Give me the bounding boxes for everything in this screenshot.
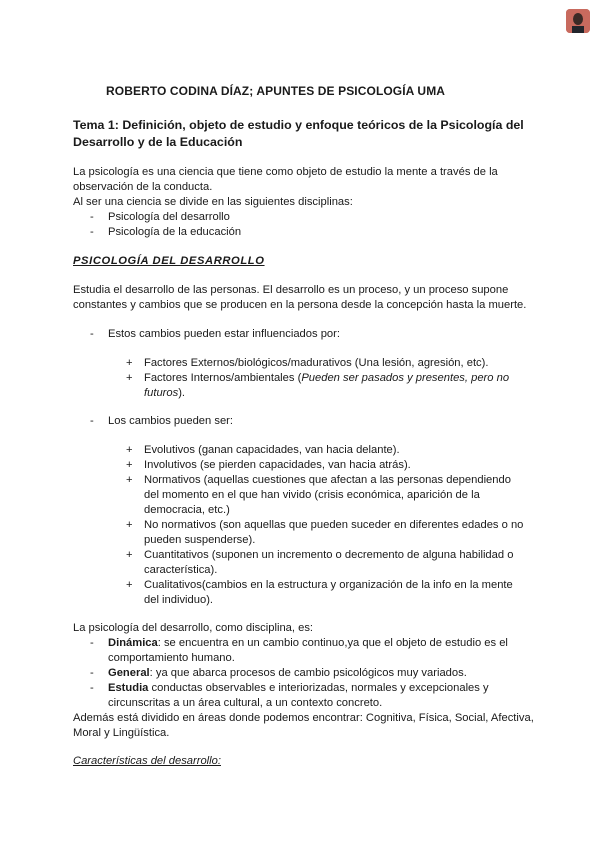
section-heading: PSICOLOGÍA DEL DESARROLLO [73,255,265,267]
topic-title: Tema 1: Definición, objeto de estudio y enfoque teóricos de la Psicología del Desarrollo y de la Educación [73,118,524,149]
list-item: - Estos cambios pueden estar influenciados por: [90,328,340,340]
list-item: + Factores Externos/biológicos/madurativos (Una lesión, agresión, etc). [126,357,489,369]
list-item: - Psicología de la educación [90,226,242,238]
list-item: - Psicología del desarrollo [90,211,230,223]
list-item: - General: ya que abarca procesos de cambio psicológicos muy variados. [90,667,467,679]
list-item: + Evolutivos (ganan capacidades, van hacia delante). [126,444,400,456]
list-item: + No normativos (son aquellas que pueden suceder en diferentes edades o no pueden suspenderse). [126,519,524,546]
subsection-heading: Características del desarrollo: [73,755,221,767]
avatar[interactable] [566,9,590,33]
list-item: + Cualitativos(cambios en la estructura y organización de la info en la mente del individuo). [126,579,513,606]
discipline-intro: La psicología del desarrollo, como disciplina, es: [73,622,314,634]
list-item: + Factores Internos/ambientales (Pueden ser pasados y presentes, pero no futuros). [126,372,510,399]
development-paragraph: Estudia el desarrollo de las personas. El desarrollo es un proceso, y un proceso supone constantes y cambios que se producen en la persona desde la concepción hasta la muerte. [73,284,527,311]
list-item: + Cuantitativos (suponen un incremento o decremento de alguna habilidad o característica). [126,549,514,576]
list-item: + Normativos (aquellas cuestiones que afectan a las personas dependiendo del momento en el que han vivido (crisis económica, aparición de la democracia, etc.) [126,474,511,516]
list-item: - Dinámica: se encuentra en un cambio continuo,ya que el objeto de estudio es el comportamiento humano. [90,637,508,664]
list-item: + Involutivos (se pierden capacidades, van hacia atrás). [126,459,411,471]
areas-paragraph: Además está dividido en áreas donde podemos encontrar: Cognitiva, Física, Social, Afectiva, Moral y Lingüística. [73,712,534,739]
list-item: - Los cambios pueden ser: [90,415,234,427]
document-header: ROBERTO CODINA DÍAZ; APUNTES DE PSICOLOGÍA UMA [106,84,446,98]
list-item: - Estudia conductas observables e interiorizadas, normales y excepcionales y circunscritas a un área cultural, a un contexto concreto. [90,682,489,709]
intro-paragraph: La psicología es una ciencia que tiene como objeto de estudio la mente a través de la observación de la conducta. [73,166,498,193]
intro-disciplines-text: Al ser una ciencia se divide en las siguientes disciplinas: [73,196,353,208]
